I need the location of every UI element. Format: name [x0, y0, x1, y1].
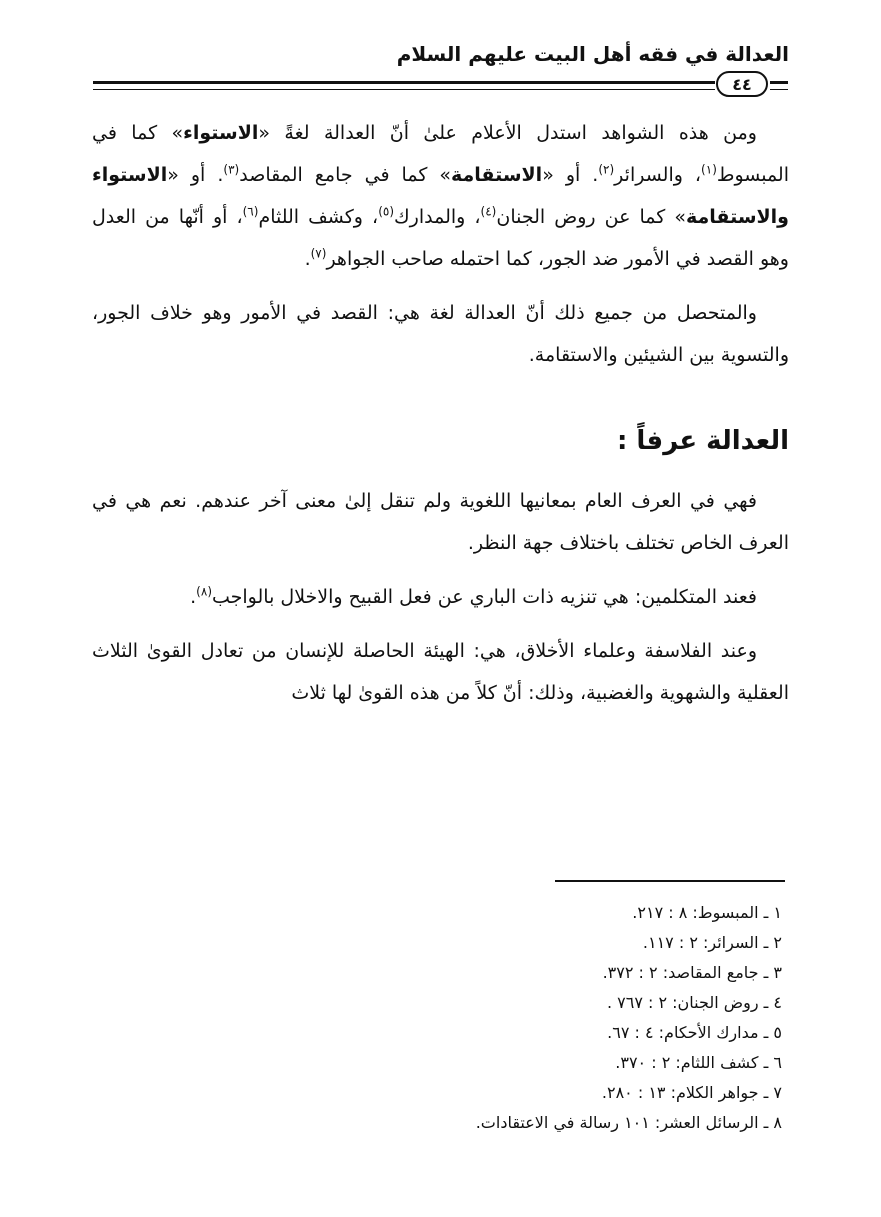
text-span: .: [304, 248, 311, 270]
text-span: » كما في جامع المقاصد: [239, 164, 451, 186]
text-span: ، وكشف اللثام: [258, 206, 379, 228]
text-span: فعند المتكلمين: هي تنزيه ذات الباري عن فعل القبيح والاخلال بالواجب: [212, 586, 757, 608]
header-rule-stub-thin: [770, 89, 788, 90]
bold-term-istiwa: الاستواء: [183, 122, 259, 144]
text-span: .: [190, 586, 197, 608]
footnote-ref-8[interactable]: (٨): [196, 584, 212, 599]
footnote-ref-6[interactable]: (٦): [242, 204, 259, 219]
header-rule-stub: [770, 81, 788, 84]
body-text: [92, 112, 789, 726]
footnote-item: ١ ـ المبسوط: ٨ : ٢١٧.: [632, 903, 782, 922]
footnote-separator: [555, 880, 785, 882]
paragraph-theologians: [92, 576, 789, 618]
page-number: ٤٤: [716, 71, 768, 97]
text-span: . أو «: [542, 164, 599, 186]
footnote-ref-2[interactable]: (٢): [598, 162, 615, 177]
footnote-ref-4[interactable]: (٤): [480, 204, 497, 219]
footnote-ref-7[interactable]: (٧): [310, 246, 327, 261]
text-span: ومن هذه الشواهد استدل الأعلام علىٰ أنّ العدالة لغةً «: [258, 122, 757, 144]
footnote-item: ٨ ـ الرسائل العشر: ١٠١ رسالة في الاعتقادات.: [475, 1113, 782, 1132]
header-rule-thin: [93, 89, 715, 90]
bold-term-istiwa-istiqama: الاستواء والاستقامة: [92, 164, 789, 228]
paragraph-summary: والمتحصل من جميع ذلك أنّ العدالة لغة هي: القصد في الأمور وهو خلاف الجور، والتسوية بين الشيئين والاستقامة.: [92, 302, 789, 366]
footnote-item: ٣ ـ جامع المقاصد: ٢ : ٣٧٢.: [602, 963, 782, 982]
footnote-item: ٥ ـ مدارك الأحكام: ٤ : ٦٧.: [607, 1023, 782, 1042]
section-heading: العدالة عرفاً :: [616, 426, 789, 456]
text-span: . أو «: [167, 164, 224, 186]
footnote-item: ٦ ـ كشف اللثام: ٢ : ٣٧٠.: [615, 1053, 782, 1072]
text-span: » كما في المبسوط: [92, 122, 789, 186]
bold-term-istiqama: الاستقامة: [451, 164, 543, 186]
paragraph-lexical-meaning: [92, 112, 789, 280]
header-rule-thick: [93, 81, 715, 84]
text-span: ، أو أنّها من العدل وهو القصد في الأمور ضد الجور، كما احتمله صاحب الجواهر: [92, 206, 789, 270]
footnote-ref-3[interactable]: (٣): [223, 162, 240, 177]
text-span: ، والمدارك: [394, 206, 481, 228]
footnotes-list: [182, 898, 782, 1138]
footnote-item: ٢ ـ السرائر: ٢ : ١١٧.: [642, 933, 782, 952]
text-span: ، والسرائر: [614, 164, 702, 186]
footnote-item: ٤ ـ روض الجنان: ٢ : ٧٦٧ .: [606, 993, 782, 1012]
text-span: » كما عن روض الجنان: [496, 206, 686, 228]
footnote-ref-5[interactable]: (٥): [378, 204, 395, 219]
running-header-title: العدالة في فقه أهل البيت عليهم السلام: [396, 42, 789, 66]
footnote-item: ٧ ـ جواهر الكلام: ١٣ : ٢٨٠.: [601, 1083, 782, 1102]
footnote-ref-1[interactable]: (١): [701, 162, 717, 177]
paragraph-customary-meaning: فهي في العرف العام بمعانيها اللغوية ولم تنقل إلىٰ معنى آخر عندهم. نعم هي في العرف الخاص تختلف باختلاف جهة النظر.: [92, 490, 789, 554]
paragraph-philosophers: وعند الفلاسفة وعلماء الأخلاق، هي: الهيئة الحاصلة للإنسان من تعادل القوىٰ الثلاث العقلية والشهوية والغضبية، وذلك: أنّ كلاً من هذه القوىٰ لها ثلاث: [92, 640, 789, 704]
